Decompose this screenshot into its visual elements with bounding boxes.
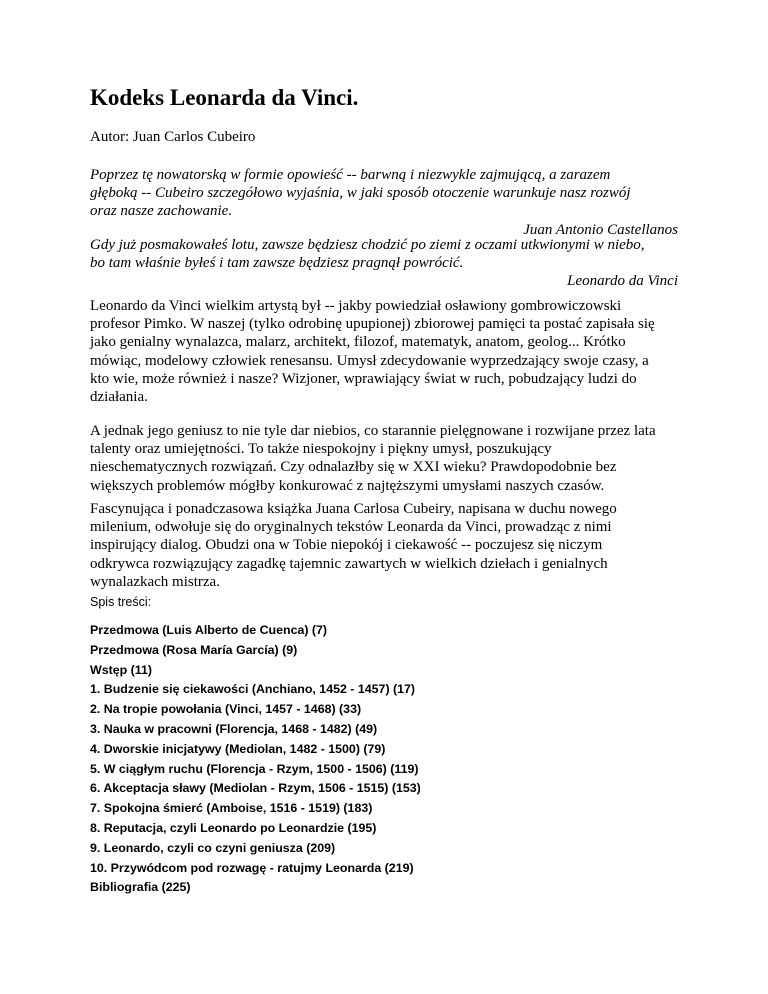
table-of-contents <box>90 621 421 898</box>
toc-item: Wstęp (11) <box>90 662 152 677</box>
paragraph-line: A jednak jego geniusz to nie tyle dar niebios, co starannie pielęgnowane i rozwijane przez lata <box>90 423 656 439</box>
paragraph-line: działania. <box>90 389 148 406</box>
toc-item: Przedmowa (Rosa María García) (9) <box>90 642 298 657</box>
quote-2-text <box>90 236 678 272</box>
toc-item: 3. Nauka w pracowni (Florencja, 1468 - 1482) (49) <box>90 721 378 736</box>
quote-line: Poprzez tę nowatorską w formie opowieść -- barwną i niezwykle zajmującą, a zarazem <box>90 167 611 183</box>
toc-item: 5. W ciągłym ruchu (Florencja - Rzym, 1500 - 1506) (119) <box>90 761 419 776</box>
paragraph-3 <box>90 500 678 591</box>
quote-2 <box>90 236 678 291</box>
paragraph-line: inspirujący dialog. Obudzi ona w Tobie niepokój i ciekawość -- poczujesz się niczym <box>90 537 603 554</box>
toc-item: 7. Spokojna śmierć (Amboise, 1516 - 1519) (183) <box>90 801 373 816</box>
toc-item: 4. Dworskie inicjatywy (Mediolan, 1482 - 1500) (79) <box>90 741 386 756</box>
paragraph-line: kto wie, może również i nasze? Wizjoner, wprawiający świat w ruch, pobudzający ludzi do <box>90 370 637 387</box>
quote-line: bo tam właśnie byłeś i tam zawsze będziesz pragnął powrócić. <box>90 255 464 272</box>
quote-1-text <box>90 166 678 221</box>
paragraph-line: nieschematycznych rozwiązań. Czy odnalazłby się w XXI wieku? Prawdopodobnie bez <box>90 459 617 476</box>
paragraph-line: Leonardo da Vinci wielkim artystą był -- jakby powiedział osławiony gombrowiczowski <box>90 298 622 314</box>
paragraph-line: mówiąc, modelowy człowiek renesansu. Umysł zdecydowanie wyprzedzający swoje czasy, a <box>90 352 649 369</box>
paragraph-line: milenium, odwołuje się do oryginalnych tekstów Leonarda da Vinci, prowadząc z nimi <box>90 519 612 536</box>
toc-item: 1. Budzenie się ciekawości (Anchiano, 1452 - 1457) (17) <box>90 682 416 697</box>
paragraph-1 <box>90 297 678 406</box>
paragraph-line: Fascynująca i ponadczasowa książka Juana Carlosa Cubeiry, napisana w duchu nowego <box>90 501 617 517</box>
paragraph-line: profesor Pimko. W naszej (tylko odrobinę upupionej) zbiorowej pamięci ta postać zapisała się <box>90 316 655 333</box>
toc-item: Bibliografia (225) <box>90 880 191 895</box>
toc-item: 8. Reputacja, czyli Leonardo po Leonardzie (195) <box>90 820 377 835</box>
paragraph-line: wynalazkach mistrza. <box>90 573 220 590</box>
author-line: Autor: Juan Carlos Cubeiro <box>90 129 256 145</box>
toc-label: Spis treści: <box>90 595 152 609</box>
quote-line: Gdy już posmakowałeś lotu, zawsze będziesz chodzić po ziemi z oczami utkwionymi w niebo, <box>90 237 645 253</box>
toc-item: Przedmowa (Luis Alberto de Cuenca) (7) <box>90 623 328 637</box>
quote-1 <box>90 166 678 239</box>
paragraph-line: większych problemów mógłby konkurować z najtęższymi umysłami naszych czasów. <box>90 477 605 494</box>
toc-item: 10. Przywódcom pod rozwagę - ratujmy Leonarda (219) <box>90 860 414 875</box>
paragraph-2 <box>90 422 678 495</box>
paragraph-line: odkrywca rozwiązujący zagadkę tajemnic zawartych w wielkich dziełach i genialnych <box>90 555 608 572</box>
paragraph-line: talenty oraz umiejętności. To także niespokojny i piękny umysł, poszukujący <box>90 441 552 458</box>
quote-line: oraz nasze zachowanie. <box>90 203 233 220</box>
toc-item: 9. Leonardo, czyli co czyni geniusza (209) <box>90 840 336 855</box>
toc-item: 6. Akceptacja sławy (Mediolan - Rzym, 1506 - 1515) (153) <box>90 781 421 796</box>
quote-2-attribution: Leonardo da Vinci <box>567 273 678 290</box>
quote-1-attribution: Juan Antonio Castellanos <box>523 221 678 238</box>
toc-item: 2. Na tropie powołania (Vinci, 1457 - 1468) (33) <box>90 702 362 717</box>
quote-line: głęboką -- Cubeiro szczegółowo wyjaśnia, w jaki sposób otoczenie warunkuje nasz rozwój <box>90 185 631 202</box>
document-title: Kodeks Leonarda da Vinci. <box>90 85 359 110</box>
paragraph-line: jako genialny wynalazca, malarz, architekt, filozof, matematyk, anatom, geolog... Krótko <box>90 334 626 351</box>
